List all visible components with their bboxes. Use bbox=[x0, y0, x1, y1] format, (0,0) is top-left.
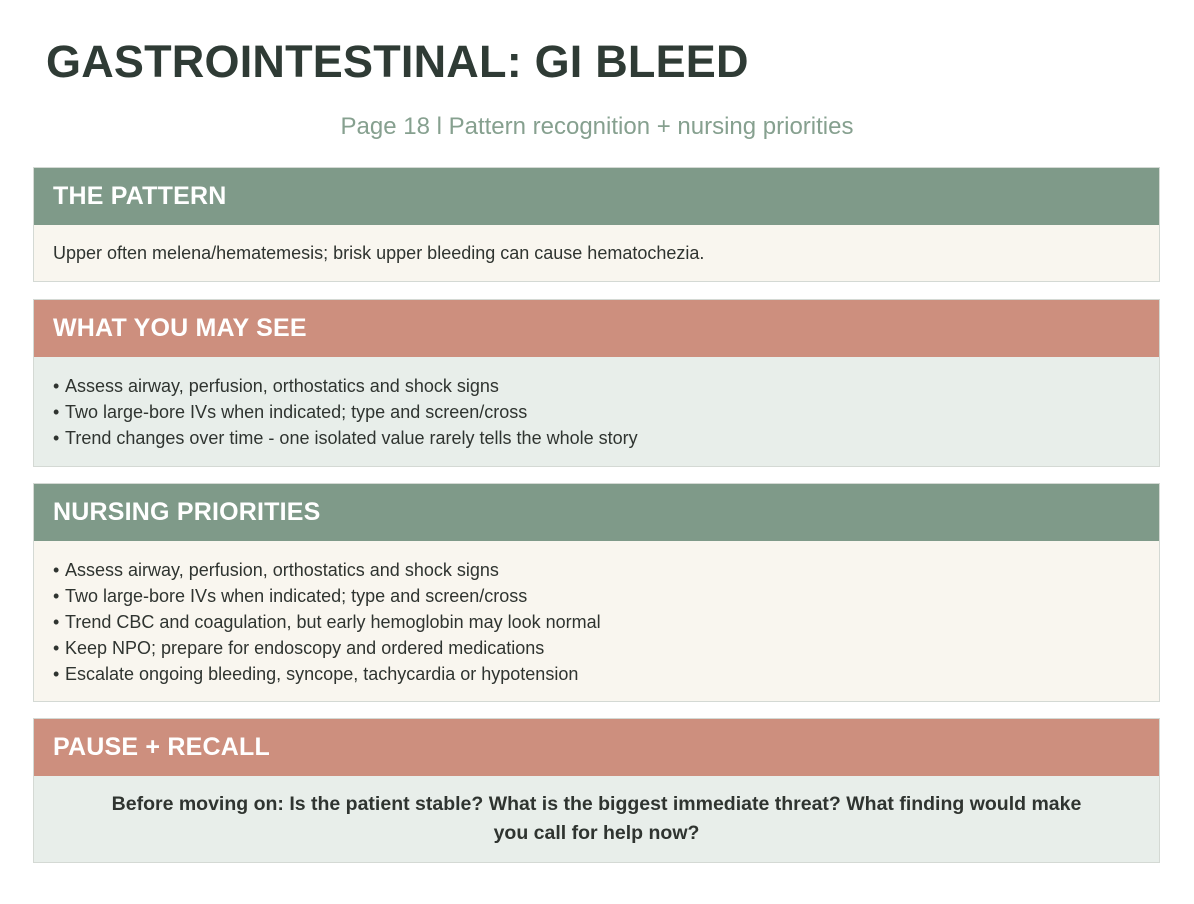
list-item-text: Keep NPO; prepare for endoscopy and ordered medications bbox=[65, 638, 545, 658]
bullet-mark: • bbox=[53, 664, 60, 684]
list-item bbox=[53, 557, 1140, 583]
page-subtitle: Page 18 l Pattern recognition + nursing priorities bbox=[340, 113, 854, 140]
list-item-text: Trend CBC and coagulation, but early hemoglobin may look normal bbox=[65, 612, 601, 632]
pattern-heading: THE PATTERN bbox=[34, 168, 1159, 225]
priorities-list bbox=[53, 557, 1140, 687]
list-item-text: Two large-bore IVs when indicated; type and screen/cross bbox=[65, 586, 528, 606]
pattern-body bbox=[34, 225, 1159, 281]
bullet-mark: • bbox=[53, 638, 60, 658]
recall-question: Before moving on: Is the patient stable? What is the biggest immediate threat? What finding would make you call for help now? bbox=[111, 793, 1082, 844]
priorities-body bbox=[34, 541, 1159, 701]
see-body bbox=[34, 357, 1159, 466]
list-item bbox=[53, 661, 1140, 687]
bullet-mark: • bbox=[53, 376, 60, 396]
see-section bbox=[33, 299, 1160, 467]
list-item bbox=[53, 373, 1140, 399]
priorities-section bbox=[33, 483, 1160, 702]
pattern-section bbox=[33, 167, 1160, 282]
list-item-text: Assess airway, perfusion, orthostatics and shock signs bbox=[65, 376, 499, 396]
list-item bbox=[53, 609, 1140, 635]
see-heading: WHAT YOU MAY SEE bbox=[34, 300, 1159, 357]
recall-body bbox=[34, 776, 1159, 862]
recall-heading: PAUSE + RECALL bbox=[34, 719, 1159, 776]
list-item-text: Escalate ongoing bleeding, syncope, tachycardia or hypotension bbox=[65, 664, 579, 684]
pattern-text: Upper often melena/hematemesis; brisk upper bleeding can cause hematochezia. bbox=[53, 243, 705, 263]
bullet-mark: • bbox=[53, 428, 60, 448]
bullet-mark: • bbox=[53, 402, 60, 422]
list-item bbox=[53, 583, 1140, 609]
see-list bbox=[53, 373, 1140, 451]
bullet-mark: • bbox=[53, 560, 60, 580]
list-item-text: Trend changes over time - one isolated value rarely tells the whole story bbox=[65, 428, 638, 448]
list-item bbox=[53, 425, 1140, 451]
list-item bbox=[53, 399, 1140, 425]
list-item-text: Assess airway, perfusion, orthostatics and shock signs bbox=[65, 560, 499, 580]
page-title: GASTROINTESTINAL: GI BLEED bbox=[46, 36, 749, 87]
bullet-mark: • bbox=[53, 586, 60, 606]
recall-section bbox=[33, 718, 1160, 863]
list-item-text: Two large-bore IVs when indicated; type and screen/cross bbox=[65, 402, 528, 422]
priorities-heading: NURSING PRIORITIES bbox=[34, 484, 1159, 541]
list-item bbox=[53, 635, 1140, 661]
bullet-mark: • bbox=[53, 612, 60, 632]
